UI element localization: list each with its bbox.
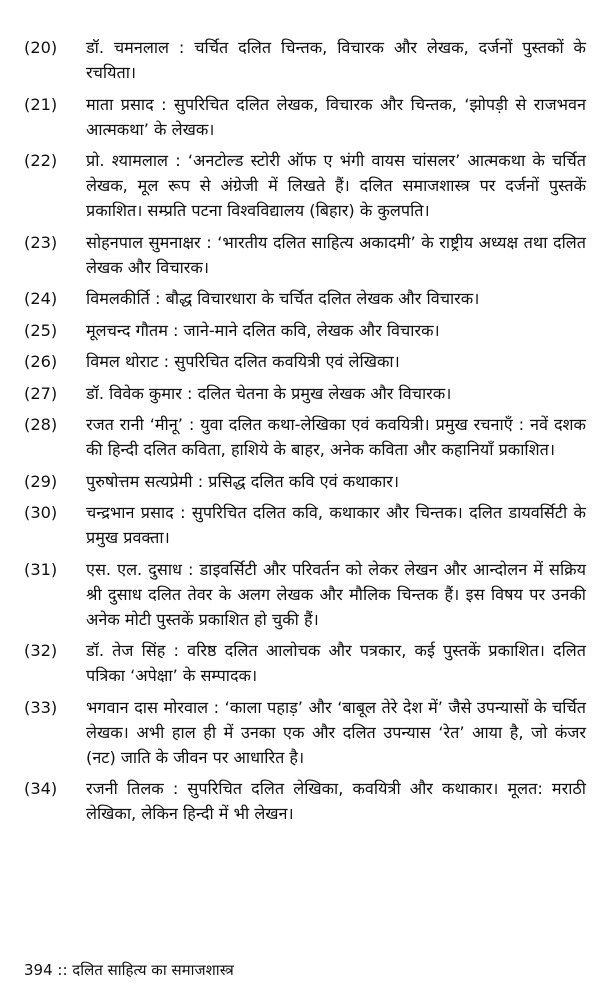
entry-number: (23) <box>24 232 58 252</box>
list-item <box>24 35 586 85</box>
entry-number: (24) <box>24 289 58 308</box>
entry-number: (25) <box>24 320 58 340</box>
entry-text: एस. एल. दुसाध : डाइवर्सिटी और परिवर्तन को लेकर लेखन और आन्दोलन में सक्रिय श्री दुसाध दलित तेवर के अलग लेखक और मौलिक चिन्तक हैं। इस विषय पर उनकी अनेक मोटी पुस्तकें प्रकाशित हो चुकी हैं। <box>86 559 586 629</box>
list-item <box>24 695 586 770</box>
list-item <box>24 412 586 462</box>
entry-list <box>24 35 586 826</box>
entry-number: (33) <box>24 697 58 717</box>
entry-number: (21) <box>24 94 58 114</box>
list-item <box>24 638 586 688</box>
entry-text: विमल थोराट : सुपरिचित दलित कवयित्री एवं लेखिका। <box>86 352 400 371</box>
entry-text: रजत रानी ‘मीनू’ : युवा दलित कथा-लेखिका एवं कवयित्री। प्रमुख रचनाएँ : नवें दशक की हिन्दी दलित कविता, हाशिये के बाहर, अनेक कविता और कहानियाँ प्रकाशित। <box>86 415 586 459</box>
entry-number: (28) <box>24 415 58 434</box>
entry-text: मूलचन्द गौतम : जाने-माने दलित कवि, लेखक और विचारक। <box>86 320 440 340</box>
entry-number: (20) <box>24 38 58 57</box>
list-item <box>24 92 586 142</box>
list-item <box>24 286 586 311</box>
entry-text: चन्द्रभान प्रसाद : सुपरिचित दलित कवि, कथाकार और चिन्तक। दलित डायवर्सिटी के प्रमुख प्रवक्ता। <box>86 503 586 547</box>
entry-number: (30) <box>24 503 58 522</box>
list-item <box>24 557 586 632</box>
entry-text: सोहनपाल सुमनाक्षर : ‘भारतीय दलित साहित्य अकादमी’ के राष्ट्रीय अध्यक्ष तथा दलित लेखक और विचारक। <box>86 232 586 277</box>
entry-text: पुरुषोत्तम सत्यप्रेमी : प्रसिद्ध दलित कवि एवं कथाकार। <box>86 471 400 491</box>
entry-number: (31) <box>24 559 58 579</box>
entry-text: रजनी तिलक : सुपरिचित दलित लेखिका, कवयित्री और कथाकार। मूलत: मराठी लेखिका, लेकिन हिन्दी में भी लेखन। <box>86 779 586 823</box>
entry-number: (29) <box>24 471 58 491</box>
entry-number: (32) <box>24 641 58 660</box>
entry-text: विमलकीर्ति : बौद्ध विचारधारा के चर्चित दलित लेखक और विचारक। <box>86 289 480 308</box>
list-item <box>24 381 586 406</box>
page-footer: 394 :: दलित साहित्य का समाजशास्त्र <box>24 961 234 979</box>
list-item <box>24 318 586 343</box>
list-item <box>24 776 586 826</box>
list-item <box>24 148 586 223</box>
list-item <box>24 349 586 374</box>
list-item <box>24 469 586 494</box>
entry-number: (26) <box>24 352 58 371</box>
entry-text: प्रो. श्यामलाल : ‘अनटोल्ड स्टोरी ऑफ ए भंगी वायस चांसलर’ आत्मकथा के चर्चित लेखक, मूल रूप से अंग्रेजी में लिखते हैं। दलित समाजशास्त्र पर दर्जनों पुस्तकें प्रकाशित। सम्प्रति पटना विश्वविद्यालय (बिहार) के कुलपति। <box>86 151 586 220</box>
list-item <box>24 230 586 280</box>
entry-text: भगवान दास मोरवाल : ‘काला पहाड़’ और ‘बाबूल तेरे देश में’ जैसे उपन्यासों के चर्चित लेखक। अभी हाल ही में उनका एक और दलित उपन्यास ‘रेत’ आया है, जो कंजर (नट) जाति के जीवन पर आधारित है। <box>86 697 586 767</box>
entry-text: डॉ. चमनलाल : चर्चित दलित चिन्तक, विचारक और लेखक, दर्जनों पुस्तकों के रचयिता। <box>86 38 586 82</box>
entry-text: डॉ. विवेक कुमार : दलित चेतना के प्रमुख लेखक और विचारक। <box>86 383 452 403</box>
entry-number: (27) <box>24 383 58 403</box>
list-item <box>24 500 586 550</box>
entry-number: (34) <box>24 779 58 798</box>
entry-text: डॉ. तेज सिंह : वरिष्ठ दलित आलोचक और पत्रकार, कई पुस्तकें प्रकाशित। दलित पत्रिका ‘अपेक्षा’ के सम्पादक। <box>86 641 586 685</box>
entry-text: माता प्रसाद : सुपरिचित दलित लेखक, विचारक और चिन्तक, ‘झोपड़ी से राजभवन आत्मकथा’ के लेखक। <box>86 94 586 139</box>
entry-number: (22) <box>24 151 58 170</box>
